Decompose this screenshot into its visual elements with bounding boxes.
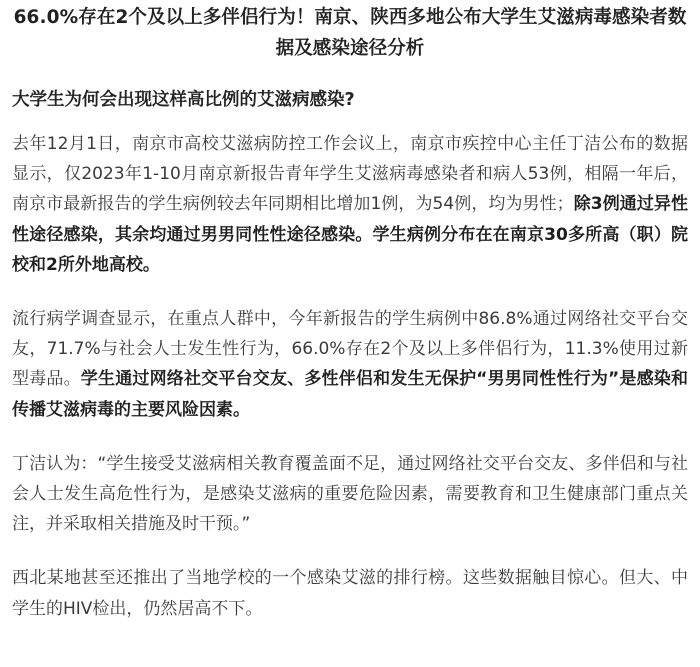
paragraph-2-bold: 学生通过网络社交平台交友、多性伴侣和发生无保护“男男同性性行为”是感染和传播艾滋病毒的主要风险因素。	[12, 369, 688, 420]
section-heading: 大学生为何会出现这样高比例的艾滋病感染?	[12, 90, 355, 110]
paragraph-4-text: 西北某地甚至还推出了当地学校的一个感染艾滋的排行榜。这些数据触目惊心。但大、中学生的HIV检出，仍然居高不下。	[12, 568, 688, 619]
paragraph-2	[12, 304, 688, 425]
paragraph-4	[12, 563, 688, 623]
paragraph-1-text: 去年12月1日，南京市高校艾滋病防控工作会议上，南京市疾控中心主任丁洁公布的数据显示，仅2023年1-10月南京新报告青年学生艾滋病毒感染者和病人53例，相隔一年后，南京市最新报告的学生病例较去年同期相比增加1例，为54例，均为男性；	[12, 134, 688, 215]
article-title: 66.0%存在2个及以上多伴侣行为！南京、陕西多地公布大学生艾滋病毒感染者数据及感染途径分析	[13, 7, 687, 59]
paragraph-2-text: 流行病学调查显示，在重点人群中，今年新报告的学生病例中86.8%通过网络社交平台交友，71.7%与社会人士发生性行为，66.0%存在2个及以上多伴侣行为，11.3%使用过新型毒品。	[12, 309, 688, 390]
paragraph-1	[12, 129, 688, 280]
paragraph-3-text: 丁洁认为：“学生接受艾滋病相关教育覆盖面不足，通过网络社交平台交友、多伴侣和与社会人士发生高危性行为，是感染艾滋病的重要危险因素，需要教育和卫生健康部门重点关注，并采取相关措施及时干预。”	[12, 453, 688, 535]
paragraph-3	[12, 449, 688, 540]
paragraph-1-bold: 除3例通过异性性途径感染，其余均通过男男同性性途径感染。学生病例分布在在南京30多所高（职）院校和2所外地高校。	[12, 194, 688, 275]
